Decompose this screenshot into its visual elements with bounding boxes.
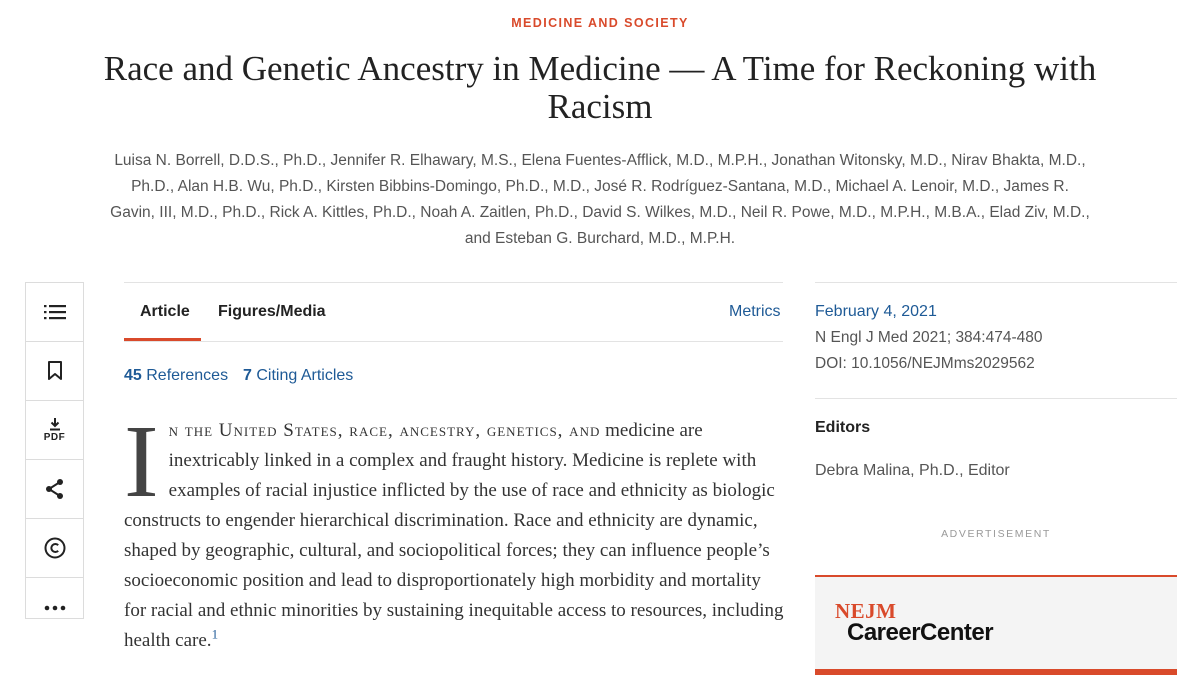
list-icon bbox=[44, 304, 66, 320]
references-link[interactable] bbox=[124, 367, 228, 385]
journal-citation: N Engl J Med 2021; 384:474-480 bbox=[815, 329, 1043, 346]
paragraph-text: medicine are inextricably linked in a complex and fraught history. Medicine is replete with examples of racial injustice inflicted by the use of race and ethnicity as biologic constructs to engender hierarchical discrimination. Race and ethnicity are dynamic, shaped by geographic, cultural, and sociopolitical forces; they can influence people’s socioeconomic position and lead to disproportionately high morbidity and mortality for racial and ethnic minorities by sustaining inequitable access to resources, including health care. bbox=[124, 420, 784, 651]
tabs-top-divider bbox=[124, 282, 783, 283]
section-label: MEDICINE AND SOCIETY bbox=[511, 16, 689, 30]
pdf-download-icon bbox=[48, 417, 62, 431]
publication-date[interactable]: February 4, 2021 bbox=[815, 303, 937, 320]
citing-count: 7 bbox=[243, 367, 252, 384]
share-button[interactable] bbox=[26, 460, 83, 519]
advertisement-label: ADVERTISEMENT bbox=[941, 528, 1051, 540]
tab-figures-media[interactable]: Figures/Media bbox=[218, 303, 326, 320]
references-count: 45 bbox=[124, 367, 142, 384]
sidebar-divider bbox=[815, 398, 1177, 399]
citing-label: Citing Articles bbox=[256, 367, 354, 384]
share-icon bbox=[45, 478, 65, 500]
doi: DOI: 10.1056/NEJMms2029562 bbox=[815, 355, 1035, 372]
article-title: Race and Genetic Ancestry in Medicine — A Time for Reckoning with Racism bbox=[103, 49, 1097, 126]
more-button[interactable] bbox=[26, 578, 83, 637]
permissions-button[interactable] bbox=[26, 519, 83, 578]
author-list: Luisa N. Borrell, D.D.S., Ph.D., Jennifer R. Elhawary, M.S., Elena Fuentes-Afflick, M.D., M.P.H., Jonathan Witonsky, M.D., Nirav Bhakta, M.D., Ph.D., Alan H.B. Wu, Ph.D., Kirsten Bibbins-Domingo, Ph.D., M.D., José R. Rodríguez-Santana, M.D., Michael A. Lenoir, M.D., James R. Gavin, III, M.D., Ph.D., Rick A. Kittles, Ph.D., Noah A. Zaitlen, Ph.D., David S. Wilkes, M.D., Neil R. Powe, M.D., M.P.H., M.B.A., Elad Ziv, M.D., and Esteban G. Burchard, M.D., M.P.H. bbox=[110, 152, 1090, 247]
references-label: References bbox=[146, 367, 229, 384]
more-icon bbox=[44, 605, 66, 611]
article-body bbox=[124, 404, 784, 656]
citing-articles-link[interactable] bbox=[243, 367, 353, 385]
career-center-ad[interactable] bbox=[815, 575, 1177, 675]
editor-name: Debra Malina, Ph.D., Editor bbox=[815, 462, 1010, 479]
bookmark-icon bbox=[47, 361, 63, 381]
metrics-link[interactable]: Metrics bbox=[729, 303, 781, 320]
pdf-label: PDF bbox=[43, 432, 66, 443]
copyright-icon bbox=[44, 537, 66, 559]
sidebar-top-divider bbox=[815, 282, 1177, 283]
bookmark-button[interactable] bbox=[26, 342, 83, 401]
article-toolbar bbox=[25, 282, 84, 619]
editors-heading: Editors bbox=[815, 419, 871, 436]
tabs-bottom-divider bbox=[124, 341, 783, 342]
lead-in: n the United States, race, ancestry, genetics, and bbox=[168, 420, 601, 441]
pdf-button[interactable] bbox=[26, 401, 83, 460]
ad-bottom-bar bbox=[815, 669, 1177, 675]
footnote-link[interactable]: 1 bbox=[211, 626, 219, 642]
drop-cap: I bbox=[124, 404, 159, 519]
contents-button[interactable] bbox=[26, 283, 83, 342]
career-center-text: CareerCenter bbox=[847, 619, 994, 646]
nejm-logo-text: NEJM bbox=[835, 599, 897, 623]
tab-article[interactable]: Article bbox=[140, 303, 190, 320]
